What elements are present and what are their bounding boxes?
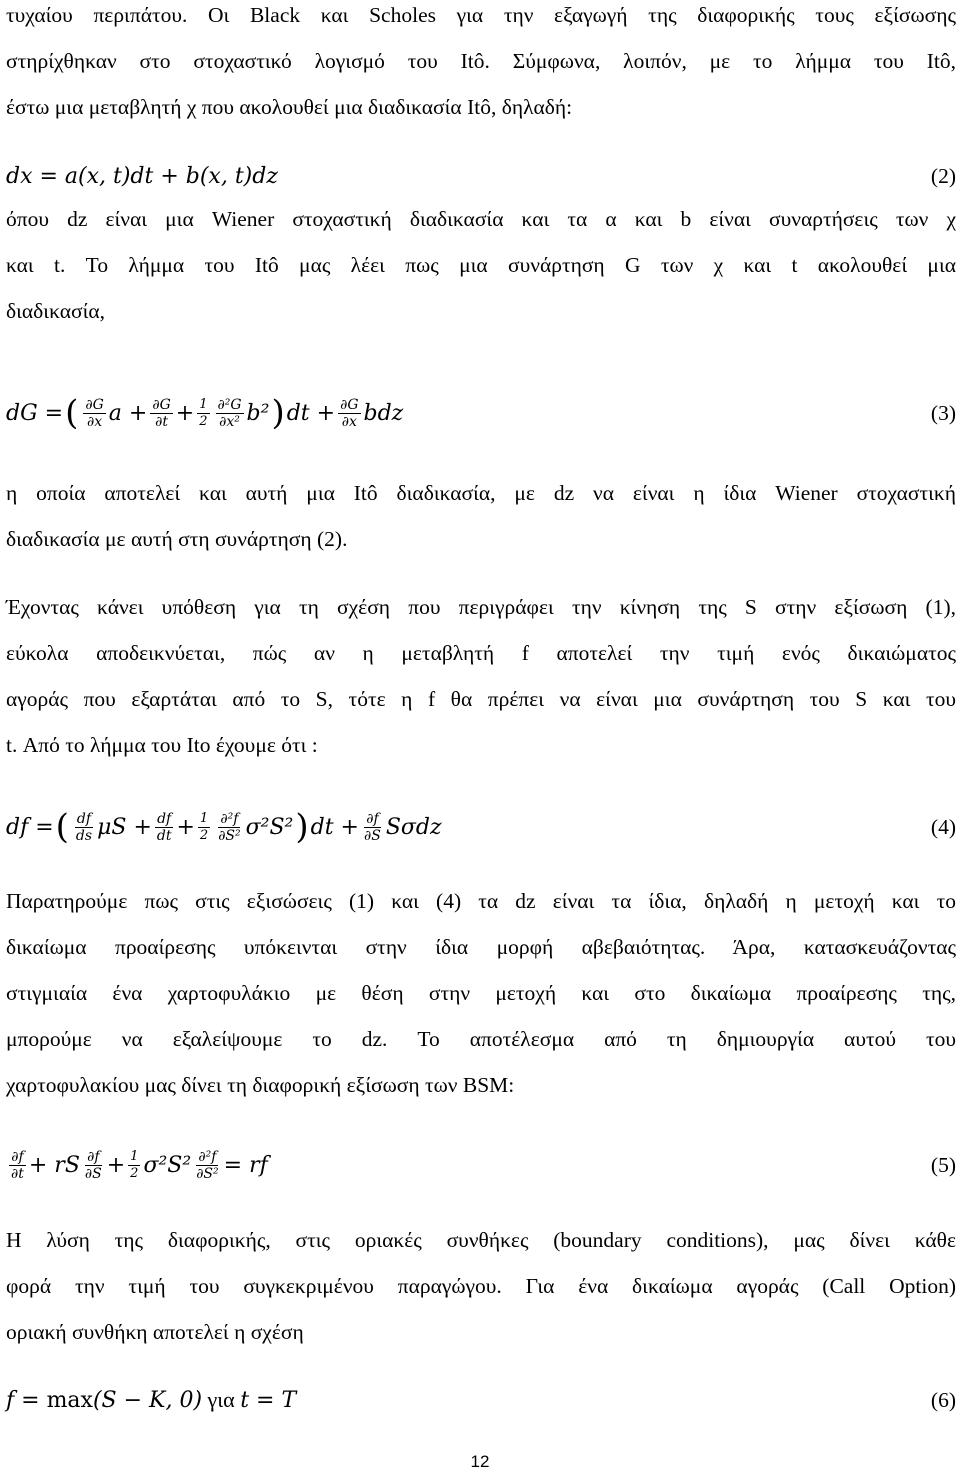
page-number: 12 [470, 1452, 490, 1471]
equation-6 [6, 1370, 956, 1430]
close-paren: ) [295, 807, 309, 847]
eq3-fraction-1: $\frac{\partial G}{\partial x}$ [85, 396, 104, 430]
text-line: Παρατηρούμε πως στις εξισώσεις (1) και (4) τα dz είναι τα ίδια, δηλαδή η μετοχή και το [6, 889, 956, 913]
eq4-lhs: df = [6, 814, 54, 840]
text-line: έστω μια μεταβλητή χ που ακολουθεί μια διαδικασία Itô, δηλαδή: [6, 95, 573, 119]
eq4-fraction-4: $\frac{\partial f}{\partial S}$ [364, 810, 381, 844]
eq4-fraction-3: $\frac{\text{∂²f}}{\text{∂S²}}$ [218, 810, 241, 844]
eq5-fraction-3: $\frac{\text{∂²f}}{\text{∂S²}}$ [196, 1148, 219, 1182]
text-line: Η λύση της διαφορικής, στις οριακές συνθήκες (boundary conditions), μας δίνει κάθε [6, 1228, 956, 1252]
paragraph-5 [6, 878, 956, 1108]
open-paren: ( [65, 393, 79, 433]
eq4-fraction-1: $\frac{df}{ds}$ [75, 810, 93, 844]
paragraph-2 [6, 196, 956, 334]
equation-5 [6, 1135, 956, 1195]
paragraph-6 [6, 1217, 956, 1355]
text-line: και t. Το λήμμα του Itô μας λέει πως μια συνάρτηση G των χ και t ακολουθεί μια [6, 253, 956, 277]
eq5-coef: $\frac{1}{2}$ [130, 1148, 139, 1181]
text-line: εύκολα αποδεικνύεται, πώς αν η μεταβλητή f αποτελεί την τιμή ενός δικαιώματος [6, 641, 956, 665]
eq6-args: (S − K, 0) [92, 1387, 203, 1413]
text-line: τυχαίου περιπάτου. Οι Black και Scholes για την εξαγωγή της διαφορικής τους εξίσωσης [6, 3, 956, 27]
equation-2-number: (2) [930, 163, 956, 188]
eq4-term: Sσdz [385, 814, 442, 840]
text-line: μπορούμε να εξαλείψουμε το dz. Το αποτέλεσμα από τη δημιουργία αυτού του [6, 1027, 956, 1051]
text-line: στιγμιαία ένα χαρτοφυλάκιο με θέση στην μετοχή και στο δικαίωμα προαίρεσης της, [6, 981, 956, 1005]
text-line: διαδικασία, [6, 299, 106, 323]
paragraph-3 [6, 470, 956, 562]
eq5-term: σ²S² [143, 1152, 192, 1178]
open-paren: ( [55, 807, 69, 847]
text-line: Έχοντας κάνει υπόθεση για τη σχέση που περιγράφει την κίνηση της S στην εξίσωση (1), [6, 595, 956, 619]
equation-3 [6, 383, 956, 443]
equation-2-expression: dx = a(x, t)dt + b(x, t)dz [6, 163, 278, 189]
eq6-condition: t = T [240, 1387, 297, 1413]
text-line: διαδικασία με αυτή στη συνάρτηση (2). [6, 527, 348, 551]
text-line: στηρίχθηκαν στο στοχαστικό λογισμό του Itô. Σύμφωνα, λοιπόν, με το λήμμα του Itô, [6, 49, 956, 73]
eq3-term: b² [246, 400, 270, 426]
eq4-op: + [176, 814, 195, 840]
eq6-lhs: f = [6, 1387, 47, 1413]
text-line: αγοράς που εξαρτάται από το S, τότε η f θα πρέπει να είναι μια συνάρτηση του S και του [6, 687, 956, 711]
eq6-max: max [46, 1387, 93, 1413]
equation-4-number: (4) [930, 814, 956, 839]
eq4-term: σ²S² [245, 814, 294, 840]
eq4-fraction-2: $\frac{df}{dt}$ [156, 810, 172, 844]
eq3-term: dt + [286, 400, 336, 426]
eq5-op: + [106, 1152, 126, 1178]
equation-3-number: (3) [930, 400, 956, 425]
paragraph-1 [6, 0, 956, 130]
eq6-word: για [202, 1387, 241, 1412]
eq5-rhs: = rf [223, 1152, 268, 1178]
equation-4 [6, 797, 956, 857]
eq4-term: dt + [310, 814, 359, 840]
equation-5-number: (5) [930, 1152, 956, 1177]
text-line: φορά την τιμή του συγκεκριμένου παραγώγου. Για ένα δικαίωμα αγοράς (Call Option) [6, 1274, 956, 1298]
eq3-fraction-2: $\frac{\partial G}{\partial t}$ [152, 396, 171, 430]
eq5-term: + rS [28, 1152, 80, 1178]
eq3-term: a + [108, 400, 148, 426]
eq3-fraction-3: $\frac{\text{∂²G}}{\text{∂x²}}$ [217, 396, 242, 430]
text-line: όπου dz είναι μια Wiener στοχαστική διαδικασία και τα α και b είναι συναρτήσεις των χ [6, 207, 956, 231]
eq3-term: bdz [363, 400, 404, 426]
eq4-coef: $\frac{1}{2}$ [199, 810, 209, 843]
text-line: οριακή συνθήκη αποτελεί η σχέση [6, 1320, 304, 1344]
paragraph-4 [6, 584, 956, 768]
eq3-lhs: dG = [6, 400, 64, 426]
eq5-fraction-2: $\frac{\partial f}{\partial S}$ [84, 1148, 102, 1182]
eq3-fraction-4: $\frac{\partial G}{\partial x}$ [340, 396, 359, 430]
equation-6-number: (6) [930, 1387, 956, 1412]
eq3-coef: $\frac{1}{2}$ [199, 396, 208, 429]
text-line: χαρτοφυλακίου μας δίνει τη διαφορική εξίσωση των BSM: [6, 1073, 515, 1097]
text-line: δικαίωμα προαίρεσης υπόκεινται στην ίδια μορφή αβεβαιότητας. Άρα, κατασκευάζοντας [6, 935, 956, 959]
text-line: t. Από το λήμμα του Ito έχουμε ότι : [6, 733, 318, 757]
eq4-term: μS + [97, 814, 152, 840]
eq5-fraction-1: $\frac{\partial f}{\partial t}$ [11, 1148, 24, 1182]
close-paren: ) [271, 393, 285, 433]
text-line: η οποία αποτελεί και αυτή μια Itô διαδικασία, με dz να είναι η ίδια Wiener στοχαστική [6, 481, 956, 505]
eq3-op: + [175, 400, 195, 426]
